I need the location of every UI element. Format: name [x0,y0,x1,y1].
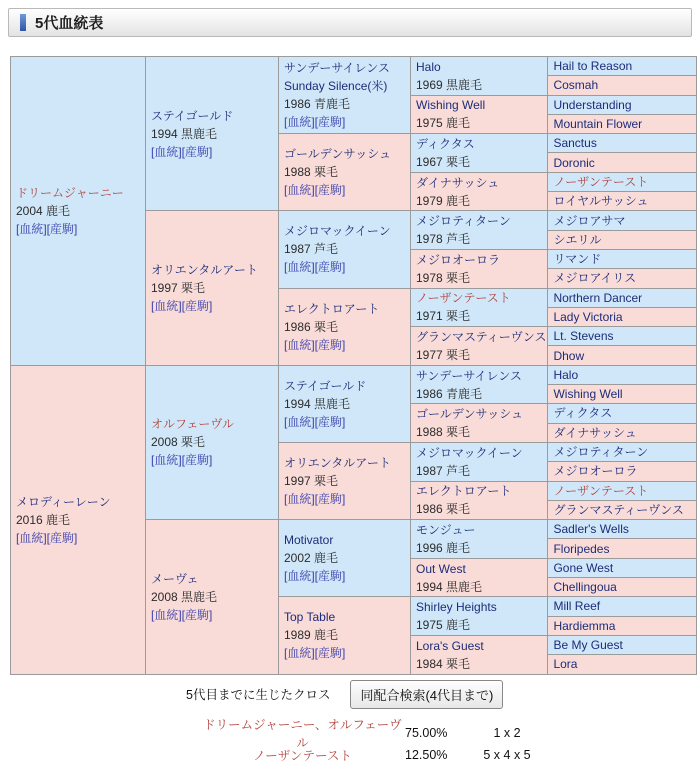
pedigree-links [284,113,409,131]
pedigree-links [284,181,409,199]
horse-link[interactable]: Understanding [553,97,632,112]
pedigree-links [151,297,277,315]
horse-link[interactable]: Shirley Heights [416,600,497,615]
horse-link[interactable]: Dhow [553,348,585,363]
cross-percent: 12.50% [405,748,448,762]
gen4-cell [411,442,548,481]
horse-link[interactable]: Lora [553,657,578,672]
gen5-cell [548,249,697,268]
blood-link[interactable]: [血統] [284,115,315,130]
page-title: 5代血統表 [35,15,104,32]
blood-link[interactable]: [血統] [284,260,315,275]
pedigree-links [284,258,409,276]
gen4-cell [411,57,548,96]
horse-info: 1986 栗毛 [284,319,339,334]
horse-link[interactable]: Motivator [284,533,334,548]
cross-horse-names-link[interactable]: ドリームジャーニー、オルフェーヴル [203,717,402,750]
horse-info: 1986 青鹿毛 [416,386,483,401]
blood-link[interactable]: [血統] [151,299,182,314]
horse-link[interactable]: Top Table [284,610,336,625]
horse-info: 1988 栗毛 [416,425,471,440]
horse-link[interactable]: ノーザンテースト [553,174,649,189]
cross-item [200,742,700,769]
gen5-cell [548,655,697,674]
blood-link[interactable]: [血統] [284,414,315,429]
pedigree-links [284,644,409,662]
horse-info: 2008 栗毛 [151,435,206,450]
gen3-cell [279,211,411,288]
horse-info: 1988 栗毛 [284,165,339,180]
gen5-cell [548,442,697,461]
gen4-cell [411,249,548,288]
horse-info: 1994 黒鹿毛 [284,396,351,411]
horse-link[interactable]: Lady Victoria [553,310,623,324]
blood-link[interactable]: [血統] [16,221,47,236]
gen5-cell [548,327,697,346]
offspring-link[interactable]: [産駒] [314,569,346,584]
gen1-cell [11,365,146,674]
gen4-cell [411,288,548,327]
horse-link[interactable]: グランマスティーヴンス [416,329,547,344]
horse-info: 1979 鹿毛 [416,193,471,208]
horse-link[interactable]: ダイナサッシュ [553,425,637,440]
gen5-cell [548,288,697,307]
gen2-cell [146,57,279,211]
gen4-cell [411,597,548,636]
horse-info: 1994 黒鹿毛 [151,126,218,141]
horse-link[interactable]: メジロアイリス [553,271,637,286]
horse-link[interactable]: Be My Guest [553,638,623,653]
horse-info: 1969 黒鹿毛 [416,77,483,92]
pedigree-links [284,413,409,431]
horse-info: 1975 鹿毛 [416,116,471,131]
horse-link[interactable]: Doronic [553,155,595,170]
horse-info: 1977 栗毛 [416,347,471,362]
gen5-cell [548,76,697,95]
offspring-link[interactable]: [産駒] [314,337,346,352]
horse-link[interactable]: ダイナサッシュ [416,175,500,190]
horse-info: 1994 黒鹿毛 [416,579,483,594]
horse-link[interactable]: メジロティターン [553,445,649,460]
gen4-cell [411,211,548,250]
gen3-cell [279,520,411,597]
gen4-cell [411,327,548,366]
gen4-cell [411,365,548,404]
gen5-cell [548,404,697,423]
horse-link[interactable]: ステイゴールド [151,108,234,123]
horse-info: 1986 青鹿毛 [284,97,351,112]
gen4-cell [411,404,548,443]
horse-link[interactable]: メジロティターン [416,214,511,229]
horse-link[interactable]: オリエンタルアート [284,456,391,471]
horse-info: 1984 栗毛 [416,656,471,671]
gen5-cell [548,520,697,539]
pedigree-links [16,220,144,238]
cross-header-row [186,680,700,709]
offspring-link[interactable]: [産駒] [181,453,213,468]
gen5-cell [548,269,697,288]
blood-link[interactable]: [血統] [284,569,315,584]
horse-link[interactable]: Sanctus [553,136,597,151]
gen5-cell [548,500,697,519]
gen4-cell [411,558,548,597]
pedigree-links [284,490,409,508]
horse-link[interactable]: メジロマックイーン [284,224,391,239]
gen4-cell [411,95,548,134]
cross-list [200,715,700,769]
blood-link[interactable]: [血統] [16,530,47,545]
horse-link[interactable]: エレクトロアート [284,301,380,316]
gen4-cell [411,172,548,211]
gen5-cell [548,307,697,326]
gen5-cell [548,230,697,249]
gen5-cell [548,539,697,558]
horse-link[interactable]: Wishing Well [553,387,623,402]
gen4-cell [411,134,548,173]
horse-link[interactable]: オルフェーヴル [151,417,235,432]
blood-link[interactable]: [血統] [284,337,315,352]
horse-link[interactable]: ディクタス [553,406,613,421]
blood-link[interactable]: [血統] [284,183,315,198]
offspring-link[interactable]: [産駒] [314,183,346,198]
gen3-cell [279,597,411,674]
horse-info: 1989 鹿毛 [284,628,339,643]
gen5-cell [548,365,697,384]
pedigree-links [151,451,277,469]
horse-info: 2008 黒鹿毛 [151,589,218,604]
offspring-link[interactable]: [産駒] [314,492,346,507]
horse-link[interactable]: Cosmah [553,78,599,93]
horse-info: 1978 芦毛 [416,232,471,247]
horse-info: 1971 栗毛 [416,309,471,324]
header-accent-bar [20,14,26,31]
horse-en-name: Sunday Silence(米) [284,79,388,94]
section-header [8,8,692,37]
gen5-cell [548,192,697,211]
horse-info: 1987 芦毛 [416,463,471,478]
pedigree-links [151,143,277,161]
gen5-cell [548,385,697,404]
blood-link[interactable]: [血統] [284,646,315,661]
horse-link[interactable]: サンデーサイレンス [284,61,390,76]
horse-link[interactable]: リマンド [553,252,602,267]
horse-link[interactable]: Gone West [553,560,614,575]
gen4-cell [411,481,548,520]
gen5-cell [548,616,697,635]
horse-link[interactable]: ゴールデンサッシュ [284,147,392,162]
blood-link[interactable]: [血統] [284,492,315,507]
gen5-cell [548,423,697,442]
horse-link[interactable]: メジロオーロラ [416,252,501,267]
horse-info: 2004 鹿毛 [16,203,71,218]
gen5-cell [548,134,697,153]
horse-info: 2002 鹿毛 [284,551,339,566]
horse-link[interactable]: Wishing Well [416,98,486,113]
horse-link[interactable]: Lt. Stevens [553,329,614,344]
gen3-cell [279,288,411,365]
horse-link[interactable]: メジロオーロラ [553,464,638,479]
offspring-link[interactable]: [産駒] [314,646,346,661]
cross-pattern: 1 x 2 [493,725,521,740]
gen3-cell [279,442,411,519]
horse-info: 1986 栗毛 [416,502,471,517]
horse-link[interactable]: Chellingoua [553,580,617,595]
gen2-cell [146,211,279,365]
horse-link[interactable]: サンデーサイレンス [416,368,522,383]
cross-pattern: 5 x 4 x 5 [483,748,531,762]
horse-link[interactable]: Northern Dancer [553,290,643,305]
cross-horse-names-link[interactable]: ノーザンテースト [253,749,352,763]
offspring-link[interactable]: [産駒] [46,530,78,545]
horse-info: 1997 栗毛 [151,281,206,296]
horse-info: 1997 栗毛 [284,474,339,489]
horse-link[interactable]: ノーザンテースト [553,483,649,498]
offspring-link[interactable]: [産駒] [181,299,213,314]
pedigree-links [16,529,144,547]
horse-link[interactable]: ゴールデンサッシュ [416,407,524,422]
horse-link[interactable]: Floripedes [553,541,610,556]
pedigree-table [10,56,697,675]
horse-link[interactable]: メジロマックイーン [416,445,523,460]
gen4-cell [411,635,548,674]
horse-link[interactable]: Hardiemma [553,618,616,633]
gen5-cell [548,578,697,597]
pedigree-links [284,336,409,354]
horse-link[interactable]: ロイヤルサッシュ [553,194,649,209]
horse-link[interactable]: シエリル [553,232,602,247]
pedigree-links [151,606,277,624]
gen3-cell [279,57,411,134]
gen3-cell [279,134,411,211]
gen5-cell [548,211,697,230]
offspring-link[interactable]: [産駒] [181,144,213,159]
cross-label: 5代目までに生じたクロス [186,688,331,702]
gen5-cell [548,558,697,577]
horse-link[interactable]: ディクタス [416,136,475,151]
horse-info: 1967 栗毛 [416,154,471,169]
horse-info: 1978 栗毛 [416,270,471,285]
offspring-link[interactable]: [産駒] [181,607,213,622]
horse-link[interactable]: ドリームジャーニー [16,185,124,200]
blood-link[interactable]: [血統] [151,453,182,468]
horse-link[interactable]: モンジュー [416,522,476,537]
gen5-cell [548,172,697,191]
same-mating-search-button[interactable]: 同配合検索(4代目まで) [350,680,503,709]
gen5-cell [548,153,697,172]
gen5-cell [548,346,697,365]
offspring-link[interactable]: [産駒] [314,414,346,429]
gen5-cell [548,462,697,481]
horse-link[interactable]: Out West [416,561,466,576]
horse-link[interactable]: メーヴェ [151,571,199,586]
horse-link[interactable]: Mill Reef [553,599,601,614]
horse-link[interactable]: グランマスティーヴンス [553,502,684,517]
horse-link[interactable]: メロディーレーン [16,494,111,509]
horse-link[interactable]: Hail to Reason [553,59,633,74]
horse-link[interactable]: ステイゴールド [284,378,367,393]
horse-link[interactable]: オリエンタルアート [151,263,258,278]
offspring-link[interactable]: [産駒] [314,115,346,130]
gen2-cell [146,365,279,519]
horse-link[interactable]: Sadler's Wells [553,522,629,537]
gen5-cell [548,481,697,500]
horse-link[interactable]: メジロアサマ [553,213,626,228]
blood-link[interactable]: [血統] [151,607,182,622]
blood-link[interactable]: [血統] [151,144,182,159]
offspring-link[interactable]: [産駒] [46,221,78,236]
gen5-cell [548,57,697,76]
horse-info: 1975 鹿毛 [416,618,471,633]
horse-link[interactable]: Mountain Flower [553,117,643,132]
horse-link[interactable]: Halo [553,367,579,382]
gen3-cell [279,365,411,442]
gen2-cell [146,520,279,674]
gen5-cell [548,597,697,616]
horse-info: 2016 鹿毛 [16,512,71,527]
gen5-cell [548,114,697,133]
horse-info: 1996 鹿毛 [416,540,471,555]
horse-info: 1987 芦毛 [284,242,339,257]
horse-link[interactable]: エレクトロアート [416,484,512,499]
gen4-cell [411,520,548,559]
gen5-cell [548,635,697,654]
offspring-link[interactable]: [産駒] [314,260,346,275]
cross-item [200,715,700,750]
pedigree-links [284,567,409,585]
horse-link[interactable]: ノーザンテースト [416,291,511,306]
horse-link[interactable]: Halo [416,59,441,74]
horse-link[interactable]: Lora's Guest [416,638,484,653]
cross-percent: 75.00% [405,725,448,740]
gen5-cell [548,95,697,114]
gen1-cell [11,57,146,366]
